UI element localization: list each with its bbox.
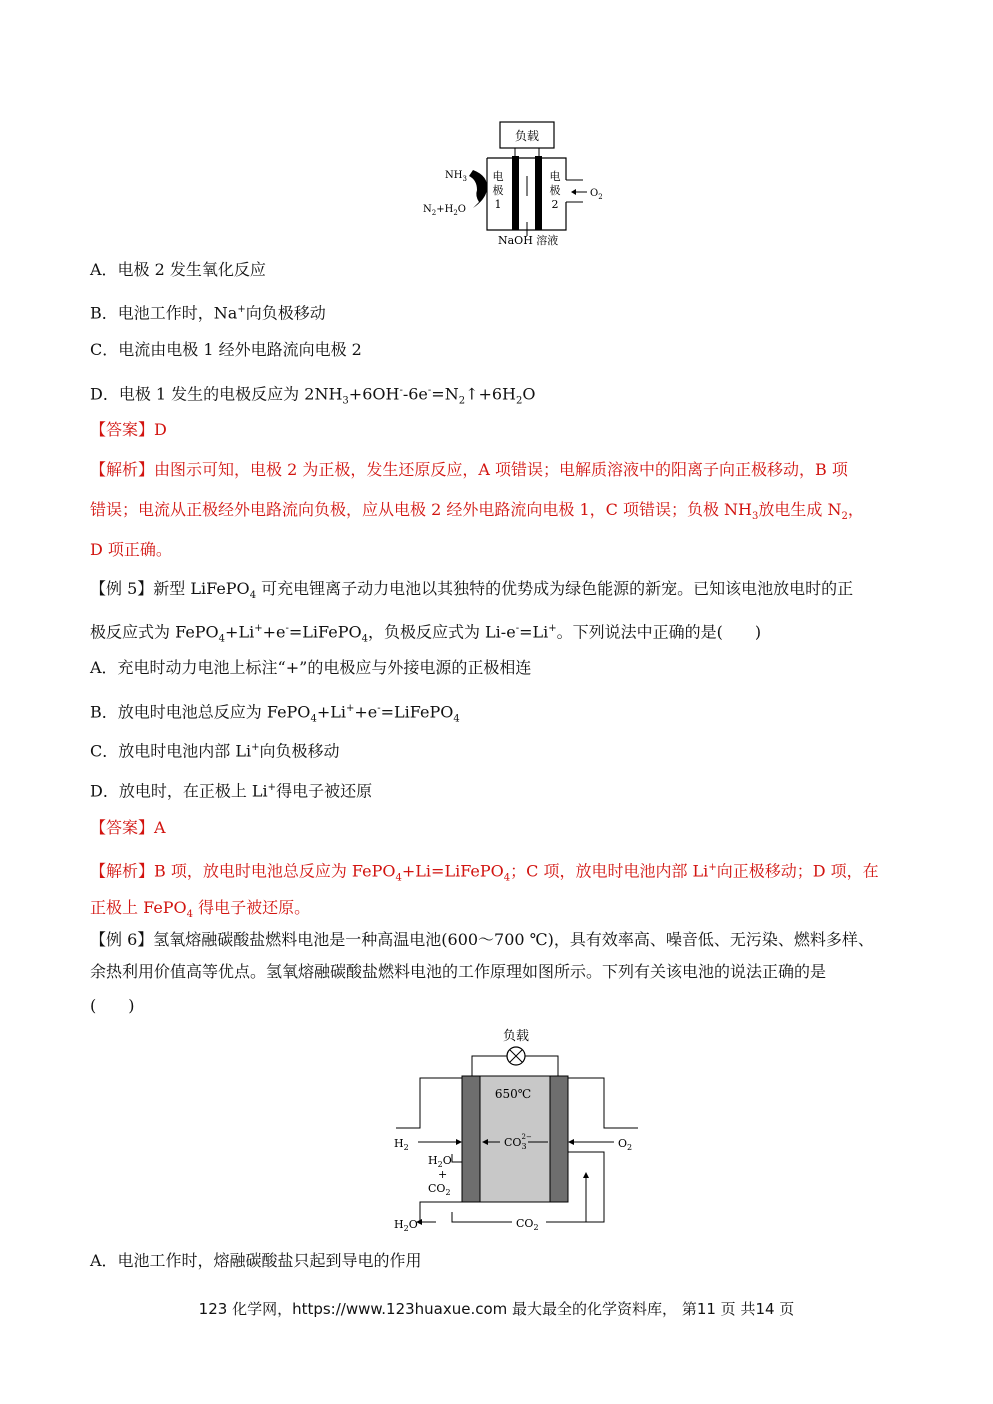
q6-option-a: A．电池工作时，熔融碳酸盐只起到导电的作用: [90, 1251, 422, 1270]
q4-analysis-line1: 【解析】由图示可知，电极 2 为正极，发生还原反应，A 项错误；电解质溶液中的阳离子向正极移动，B 项: [90, 460, 848, 479]
fig1-nh3-label: $NH_3$: [445, 170, 467, 183]
q4-option-a: A．电极 2 发生氧化反应: [90, 260, 266, 279]
q5-option-b: B．放电时电池总反应为 FePO$_4$+Li++e-=LiFePO$_4$: [90, 702, 460, 725]
fig1-electrode2-line1: 电: [549, 170, 561, 183]
fig1-electrode1-line1: 电: [492, 170, 504, 183]
q4-option-d: D．电极 1 发生的电极反应为 $2NH_3+6OH^--6e^-=N_2↑+6H_2O$: [90, 384, 536, 407]
fig1-flow-arrow: [469, 170, 487, 208]
fig2-load-label: 负载: [502, 1029, 530, 1044]
fig1-n2h2o-label: $N_2+H_2O$: [423, 204, 466, 217]
q6-stem-line2: 余热利用价值高等优点。氢氧熔融碳酸盐燃料电池的工作原理如图所示。下列有关该电池的说法正确的是: [90, 962, 827, 981]
q5-option-c: C．放电时电池内部 Li+向负极移动: [90, 741, 340, 761]
fig2-h2-label: $H_2$: [394, 1137, 409, 1152]
q5-analysis-line1: 【解析】B 项，放电时电池总反应为 FePO$_4$+Li=LiFePO$_4$；C 项，放电时电池内部 Li+向正极移动；D 项，在: [90, 861, 879, 884]
fig2-h2o-top-label: $H_2O$: [428, 1154, 452, 1169]
fig1-electrode1-line2: 极: [492, 184, 504, 197]
q4-option-b: B．电池工作时，Na+向负极移动: [90, 303, 326, 323]
q5-answer: 【答案】A: [90, 818, 166, 837]
fig1-electrode2-line2: 极: [549, 184, 561, 197]
fig2-h2o-bottom-label: $H_2O$: [394, 1218, 418, 1233]
fig2-plus-label: +: [438, 1168, 448, 1181]
fig1-load-label: 负载: [514, 129, 540, 143]
fig2-carbonate-label: $CO_32-$: [504, 1133, 532, 1151]
fig2-temperature-label: 650℃: [494, 1087, 532, 1101]
page-footer: 123 化学网，https://www.123huaxue.com 最大最全的化学资料库， 第11 页 共14 页: [198, 1300, 795, 1318]
q5-analysis-line2: 正极上 FePO$_4$ 得电子被还原。: [90, 898, 311, 921]
q4-option-c: C．电流由电极 1 经外电路流向电极 2: [90, 340, 362, 359]
q4-analysis-line3: D 项正确。: [90, 540, 172, 559]
q5-option-d: D．放电时，在正极上 Li+得电子被还原: [90, 781, 373, 801]
q5-stem-line2: 极反应式为 FePO$_4$+Li++e-=LiFePO$_4$，负极反应式为 Li-e-=Li+。下列说法中正确的是( ): [90, 622, 762, 645]
fig2-co2-left-label: $CO_2$: [428, 1182, 451, 1197]
q6-stem-line3: ( ): [90, 996, 135, 1015]
q5-stem-line1: 【例 5】新型 LiFePO$_4$ 可充电锂离子动力电池以其独特的优势成为绿色能源的新宠。已知该电池放电时的正: [90, 579, 854, 602]
q4-analysis-line2: 错误；电流从正极经外电路流向负极，应从电极 2 经外电路流向电极 1，C 项错误；负极 $NH_3$放电生成 $N_2$，: [90, 500, 864, 523]
q6-stem-line1: 【例 6】氢氧熔融碳酸盐燃料电池是一种高温电池(600～700 ℃)，具有效率高、噪音低、无污染、燃料多样、: [90, 930, 874, 949]
fig2-o2-label: $O_2$: [618, 1137, 633, 1152]
fig1-solution-label: NaOH 溶液: [498, 234, 559, 247]
q4-answer: 【答案】D: [90, 420, 167, 439]
fig1-electrode2-line3: 2: [551, 198, 559, 211]
ammonia-fuel-cell-diagram: [415, 118, 615, 250]
fig2-co2-bottom-label: $CO_2$: [516, 1217, 539, 1232]
q5-option-a: A．充电时动力电池上标注“+”的电极应与外接电源的正极相连: [90, 658, 532, 677]
fig1-o2-label: $O_2$: [590, 188, 603, 201]
molten-carbonate-fuel-cell-diagram: [388, 1022, 648, 1240]
fig1-electrode1-line3: 1: [494, 198, 502, 211]
